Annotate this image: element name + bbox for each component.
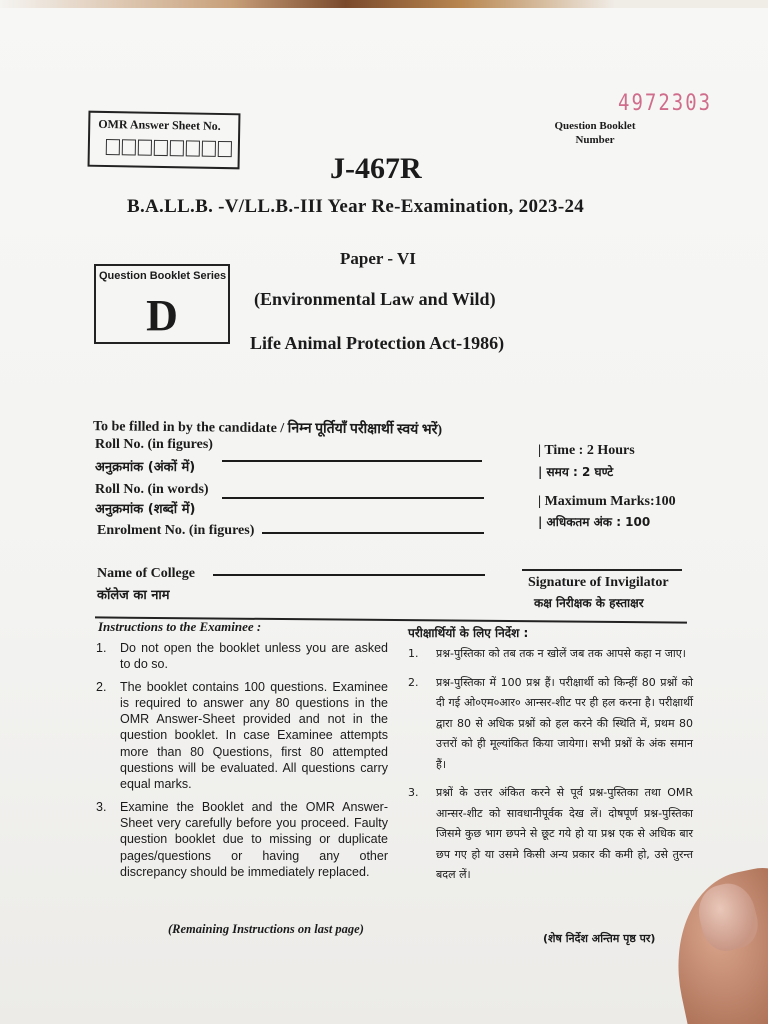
instructions-list-en — [96, 640, 388, 886]
max-marks-label: | Maximum Marks:100 — [538, 494, 676, 509]
remaining-instructions-hi: (शेष निर्देश अन्तिम पृष्ठ पर) — [543, 932, 656, 945]
item-text: प्रश्न-पुस्तिका को तब तक न खोलें जब तक आपसे कहा न जाए। — [436, 647, 686, 660]
omr-cell — [106, 139, 120, 155]
exam-title: B.A.LL.B. -V/LL.B.-III Year Re-Examination, 2023-24 — [127, 196, 585, 217]
list-item — [408, 783, 693, 886]
max-marks-label-hi: | अधिकतम अंक : 100 — [538, 515, 651, 529]
instructions-list-hi — [408, 644, 693, 894]
item-number: 3. — [408, 786, 419, 799]
remaining-instructions-en: (Remaining Instructions on last page) — [168, 922, 364, 936]
enrolment-field[interactable] — [262, 532, 484, 534]
item-text: The booklet contains 100 questions. Examinee is required to answer any 80 questions in the OMR Answer-Sheet provided and not in the question booklet. In case Examinee attempts more than 80 Questions, first 80 attempted questions will be evaluated. All questions carry equal marks. — [120, 679, 388, 792]
candidate-heading: To be filled in by the candidate / निम्न पूर्तियाँ परीक्षार्थी स्वयं भरें) — [92, 419, 443, 438]
college-label: Name of College — [97, 566, 195, 581]
omr-cell — [170, 140, 184, 156]
roll-words-label-hi: अनुक्रमांक (शब्दों में) — [95, 502, 196, 517]
omr-cell — [154, 140, 168, 156]
paper-code: J-467R — [330, 152, 422, 185]
signature-label: Signature of Invigilator — [528, 575, 669, 590]
instructions-heading-hi: परीक्षार्थियों के लिए निर्देश : — [408, 626, 529, 640]
omr-cell — [138, 140, 152, 156]
roll-figures-label: Roll No. (in figures) — [95, 437, 213, 452]
item-text: प्रश्न-पुस्तिका में 100 प्रश्न हैं। परीक्षार्थी को किन्हीं 80 प्रश्नों को दी गई ओ०एम०आर० आन्सर-शीट पर ही हल करना है। परीक्षार्थी द्वारा 80 से अधिक प्रश्नों को हल करने की स्थिति में, प्रथम 80 उत्तरों को ही मूल्यांकित किया जायेगा। सभी प्रश्नों के अंक समान हैं। — [436, 675, 693, 771]
omr-digit-cells — [106, 139, 234, 157]
item-text: Do not open the booklet unless you are asked to do so. — [120, 641, 388, 672]
background-edge — [0, 0, 768, 8]
college-label-hi: कॉलेज का नाम — [97, 588, 170, 603]
omr-answer-sheet-box — [88, 111, 241, 170]
roll-words-field[interactable] — [222, 497, 484, 499]
list-item — [96, 679, 388, 793]
serial-number: 4972303 — [618, 90, 713, 116]
subject-line-1: (Environmental Law and Wild) — [254, 289, 496, 309]
omr-cell — [218, 141, 232, 157]
list-item — [96, 640, 388, 673]
item-number: 1. — [96, 641, 107, 655]
series-letter: D — [146, 291, 178, 340]
list-item — [408, 644, 693, 665]
time-label-hi: | समय : 2 घण्टे — [538, 465, 614, 479]
series-label: Question Booklet Series — [99, 270, 227, 282]
paper-number: Paper - VI — [340, 249, 416, 268]
roll-figures-field[interactable] — [222, 460, 482, 462]
college-field[interactable] — [213, 574, 485, 576]
time-label: | Time : 2 Hours — [538, 443, 635, 458]
roll-figures-label-hi: अनुक्रमांक (अंकों में) — [95, 460, 196, 475]
omr-cell — [202, 141, 216, 157]
booklet-series-box — [94, 264, 230, 344]
list-item — [408, 673, 693, 776]
enrolment-label: Enrolment No. (in figures) — [97, 523, 255, 538]
roll-words-label: Roll No. (in words) — [95, 482, 209, 497]
signature-label-hi: कक्ष निरीक्षक के हस्ताक्षर — [534, 596, 644, 610]
item-number: 2. — [96, 679, 107, 694]
booklet-number-label: Question Booklet Number — [554, 120, 636, 146]
item-text: प्रश्नों के उत्तर अंकित करने से पूर्व प्रश्न-पुस्तिका तथा OMR आन्सर-शीट को सावधानीपूर्वक देख लें। दोषपूर्ण प्रश्न-पुस्तिका जिसमे कुछ भाग छपने से छूट गये हो या प्रश्न एक से अधिक बार छप गए हो या उसमे किसी अन्य प्रकार की कमी हो, उसे तुरन्त बदल लें। — [436, 786, 693, 881]
list-item — [96, 799, 388, 880]
item-number: 3. — [96, 799, 107, 814]
signature-line[interactable] — [522, 569, 682, 571]
item-number: 2. — [408, 675, 419, 689]
subject-line-2: Life Animal Protection Act-1986) — [250, 333, 505, 353]
item-text: Examine the Booklet and the OMR Answer-Sheet very carefully before you proceed. Faulty question booklet due to missing or duplicate pages/questions or having any other discrepancy should be immediately replaced. — [120, 799, 388, 879]
omr-cell — [122, 139, 136, 155]
omr-cell — [186, 140, 200, 156]
instructions-heading-en: Instructions to the Examinee : — [98, 619, 262, 634]
item-number: 1. — [408, 647, 419, 660]
omr-label: OMR Answer Sheet No. — [98, 116, 221, 133]
